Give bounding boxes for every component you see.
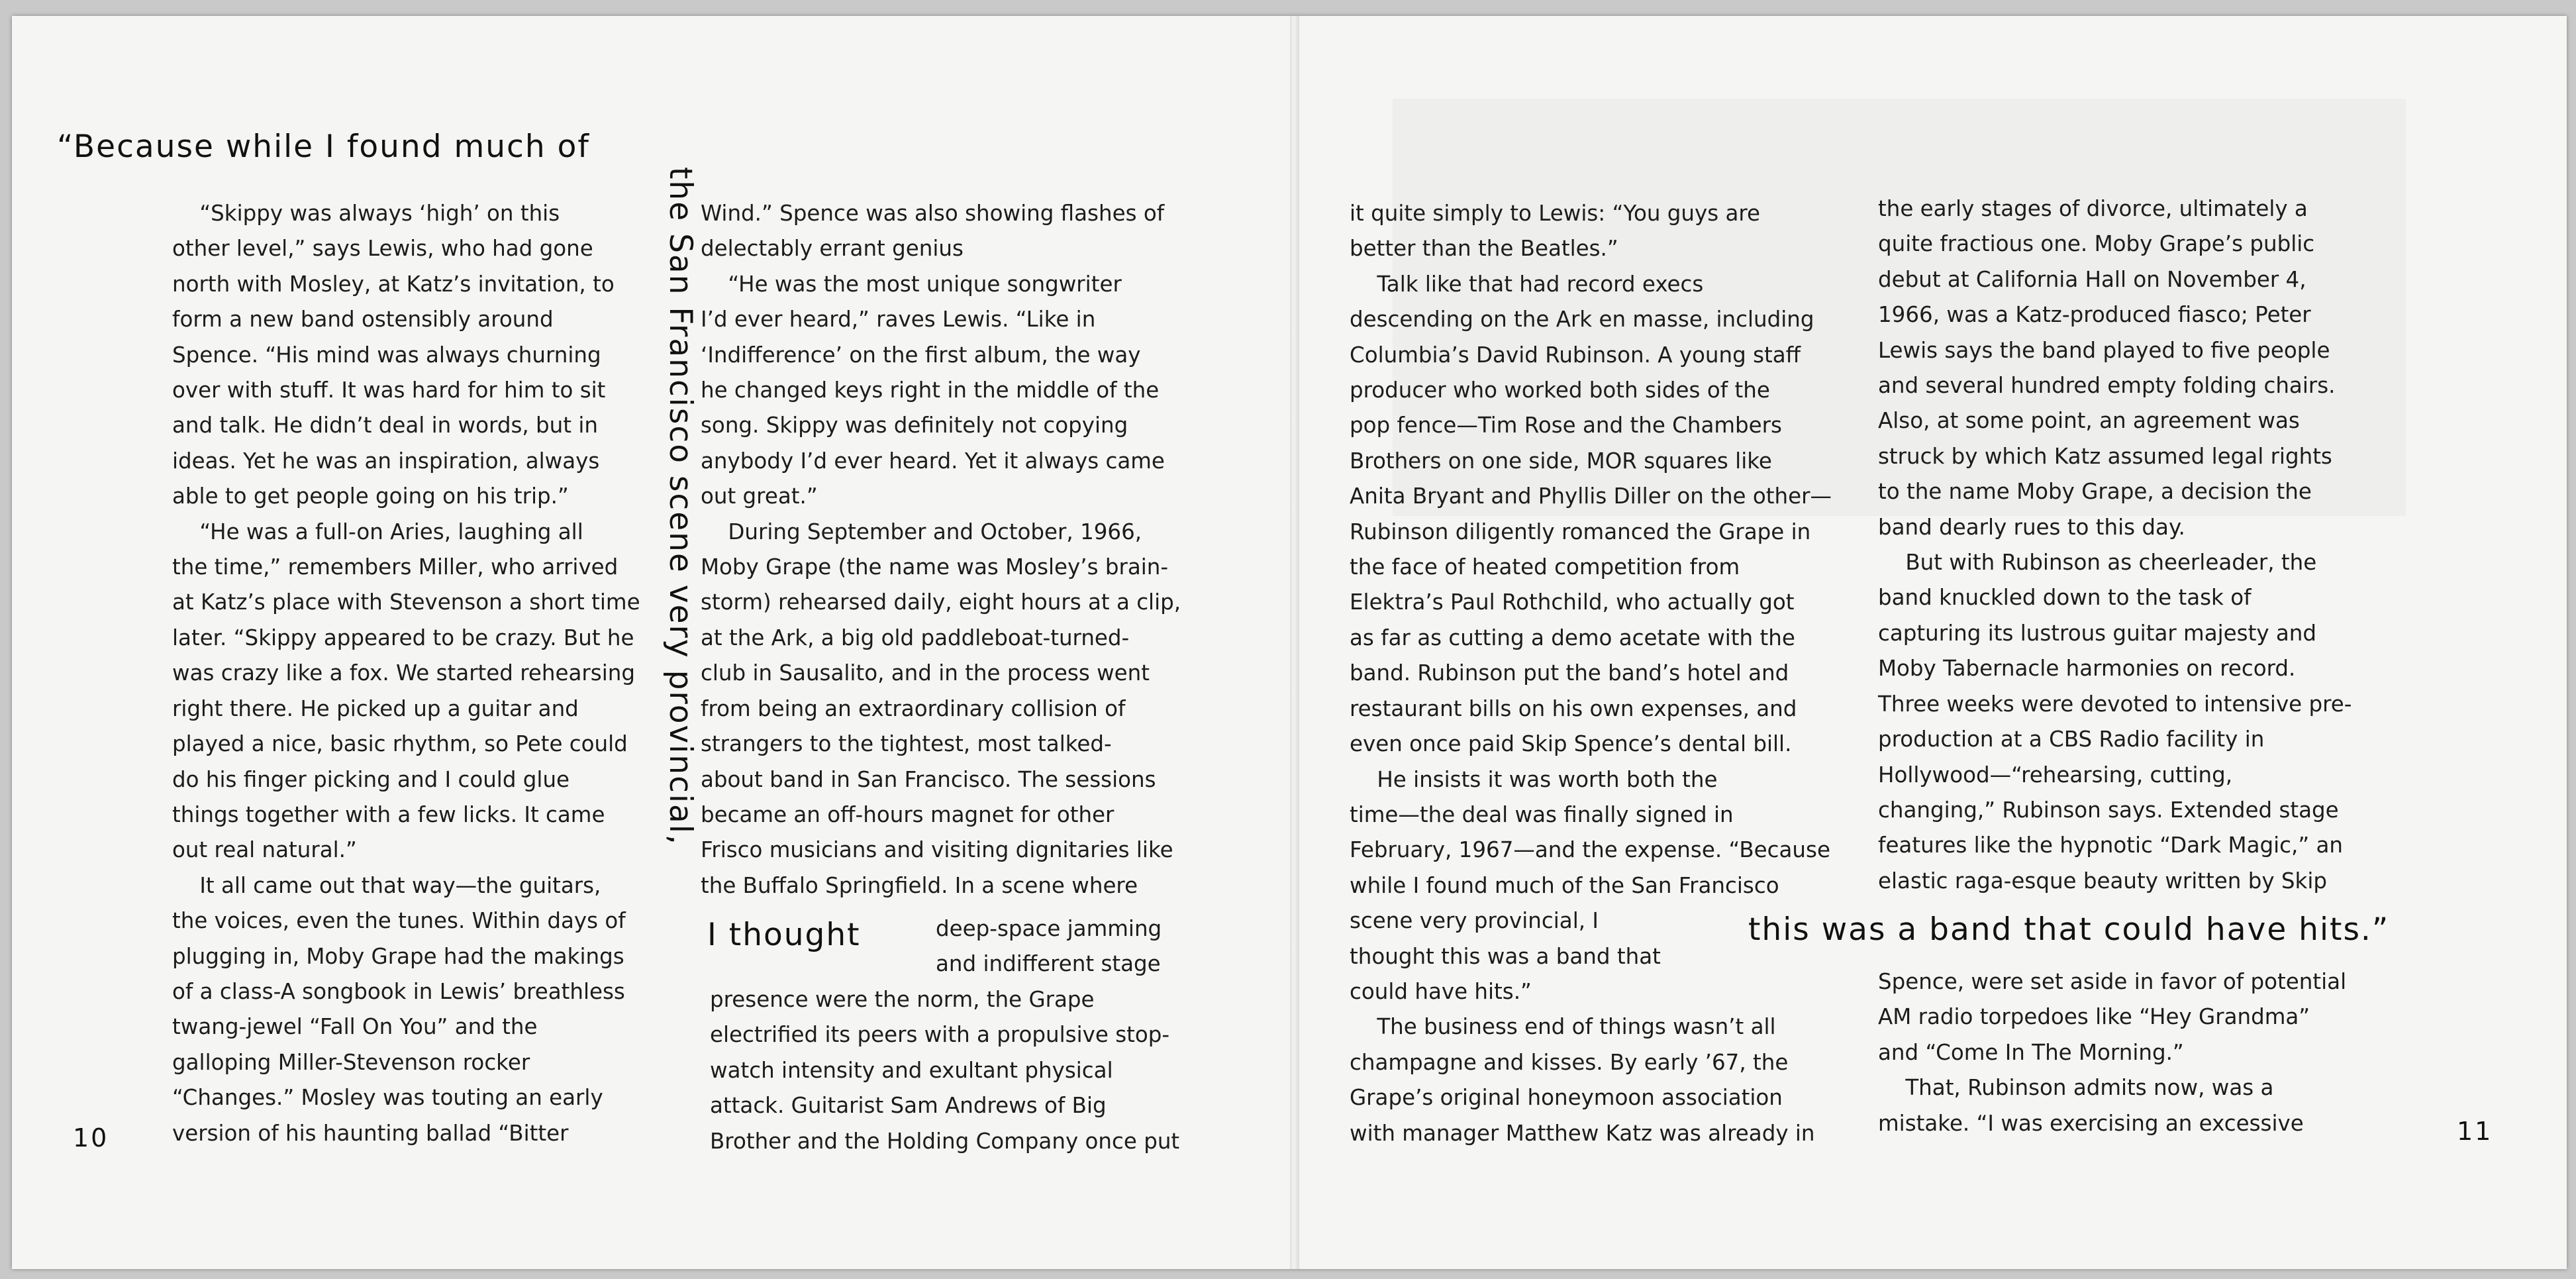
pull-quote-line3: I thought — [707, 917, 861, 953]
text-column-2-wrap: deep-space jamming and indifferent stage — [936, 916, 1162, 977]
page-number: 11 — [2457, 1117, 2493, 1146]
pull-quote-line1: “Because while I found much of — [57, 128, 590, 165]
page-right — [1290, 16, 2567, 1269]
pull-quote-right: this was a band that could have hits.” — [1748, 911, 2390, 948]
booklet-spread — [12, 16, 2567, 1269]
text-column-1: “Skippy was always ‘high’ on this other level,” says Lewis, who had gone north with Mosley, at Katz’s invitation, to form a new band ostensibly around Spence. “His mind was always churning over with stuff. It was hard for him to sit and talk. He didn’t deal in words, but in ideas. Yet he was an inspiration, always able to get people going on his trip.” “He was a full-on Aries, laughing all the time,” remembers Miller, who arrived at Katz’s place with Stevenson a short time later. “Skippy appeared to be crazy. But he was crazy like a fox. We started rehearsing right there. He picked up a guitar and played a nice, basic rhythm, so Pete could do his finger picking and I could glue things together with a few licks. It came out real natural.” It all came out that way—the guitars, the voices, even the tunes. Within days of plugging in, Moby Grape had the makings of a class-A songbook in Lewis’ breathless twang-jewel “Fall On You” and the galloping Miller-Stevenson rocker “Changes.” Mosley was touting an early version of his haunting ballad “Bitter — [172, 201, 640, 1146]
pull-quote-vertical: the San Francisco scene very provincial, — [662, 167, 699, 846]
text-column-4-bottom: Spence, were set aside in favor of potential AM radio torpedoes like “Hey Grandma” and “Come In The Morning.” That, Rubinson admits now, was a mistake. “I was exercising an excessive — [1878, 969, 2347, 1136]
page-left — [12, 16, 1290, 1269]
text-column-4-top: the early stages of divorce, ultimately a quite fractious one. Moby Grape’s public debut at California Hall on November 4, 1966, was a Katz-produced fiasco; Peter Lewis says the band played to five people and several hundred empty folding chairs. Also, at some point, an agreement was struck by which Katz assumed legal rights to the name Moby Grape, a decision the band dearly rues to this day. But with Rubinson as cheerleader, the band knuckled down to the task of capturing its lustrous guitar majesty and Moby Tabernacle harmonies on record. Three weeks were devoted to intensive pre- production at a CBS Radio facility in Hollywood—“rehearsing, cutting, changing,” Rubinson says. Extended stage features like the hypnotic “Dark Magic,” an elastic raga-esque beauty written by Skip — [1878, 196, 2352, 894]
text-column-2-top: Wind.” Spence was also showing flashes of delectably errant genius “He was the most unique songwriter I’d ever heard,” raves Lewis. “Like in ‘Indifference’ on the first album, the way he changed keys right in the middle of the song. Skippy was definitely not copying anybody I’d ever heard. Yet it always came out great.” During September and October, 1966, Moby Grape (the name was Mosley’s brain- storm) rehearsed daily, eight hours at a clip, at the Ark, a big old paddleboat-turned- club in Sausalito, and in the process went from being an extraordinary collision of strangers to the tightest, most talked- about band in San Francisco. The sessions became an off-hours magnet for other Frisco musicians and visiting dignitaries like the Buffalo Springfield. In a scene where — [701, 201, 1181, 898]
text-column-3: it quite simply to Lewis: “You guys are better than the Beatles.” Talk like that had record execs descending on the Ark en masse, including Columbia’s David Rubinson. A young staff producer who worked both sides of the pop fence—Tim Rose and the Chambers Brothers on one side, MOR squares like Anita Bryant and Phyllis Diller on the other— Rubinson diligently romanced the Grape in the face of heated competition from Elektra’s Paul Rothchild, who actually got as far as cutting a demo acetate with the band. Rubinson put the band’s hotel and restaurant bills on his own expenses, and even once paid Skip Spence’s dental bill. He insists it was worth both the time—the deal was finally signed in February, 1967—and the expense. “Because while I found much of the San Francisco scene very provincial, I thought this was a band that could have hits.” The business end of things wasn’t all champagne and kisses. By early ’67, the Grape’s original honeymoon association with manager Matthew Katz was already in — [1350, 201, 1832, 1146]
page-number: 10 — [73, 1123, 109, 1152]
text-column-2-bottom: presence were the norm, the Grape electrified its peers with a propulsive stop- watch intensity and exultant physical attack. Guitarist Sam Andrews of Big Brother and the Holding Company once put — [710, 987, 1180, 1154]
